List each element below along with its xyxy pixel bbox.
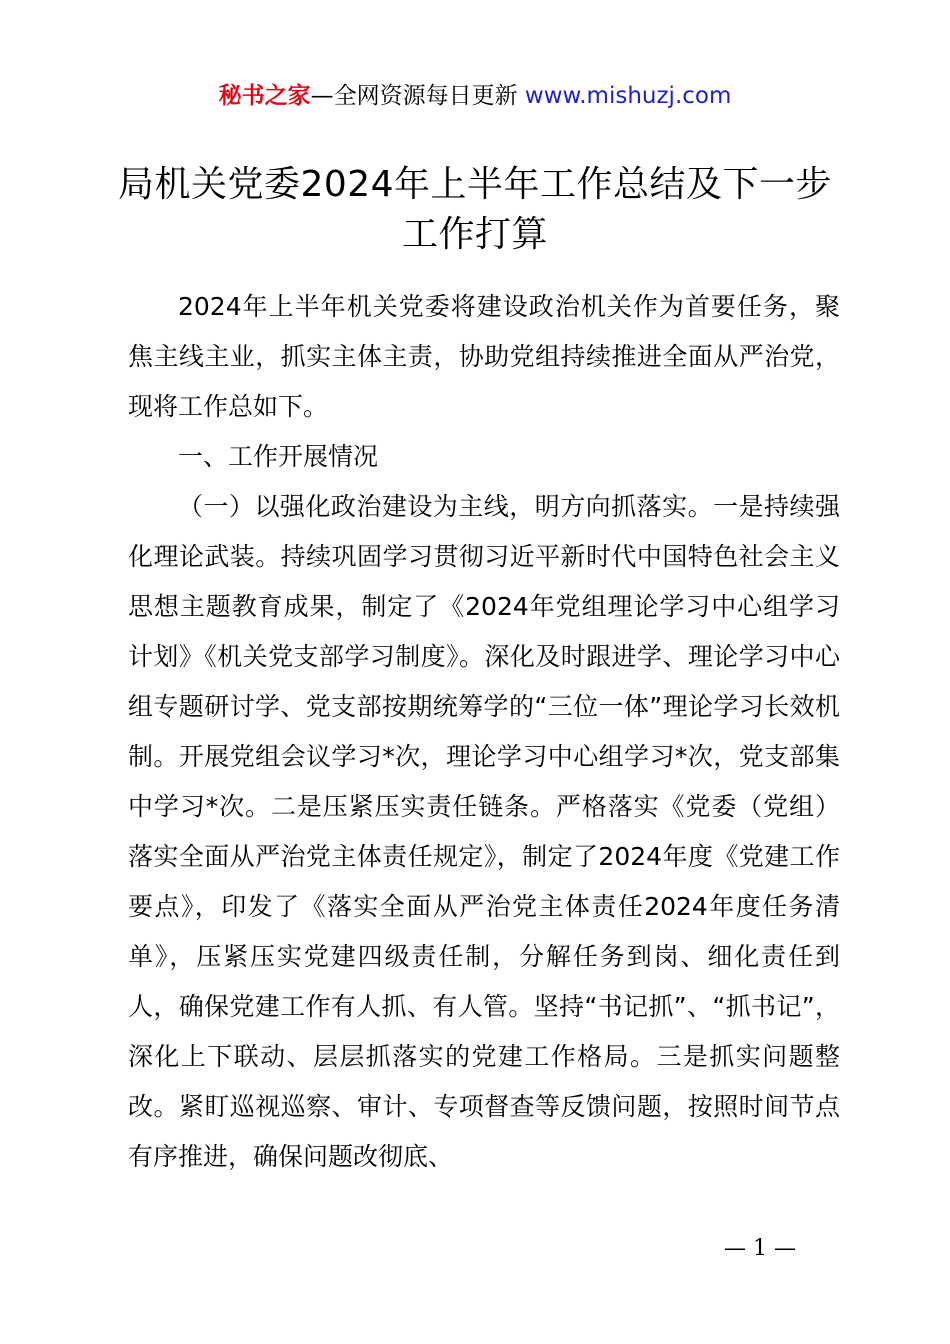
site-header bbox=[0, 80, 950, 112]
document-body bbox=[128, 282, 840, 1182]
paragraph-intro: 2024年上半年机关党委将建设政治机关作为首要任务，聚焦主线主业，抓实主体主责，协助党组持续推进全面从严治党，现将工作总如下。 bbox=[128, 292, 840, 421]
document-title: 局机关党委2024年上半年工作总结及下一步工作打算 bbox=[117, 164, 833, 255]
paragraph-section-1: （一）以强化政治建设为主线，明方向抓落实。一是持续强化理论武装。持续巩固学习贯彻习近平新时代中国特色社会主义思想主题教育成果，制定了《2024年党组理论学习中心组学习计划》《机关党支部学习制度》。深化及时跟进学、理论学习中心组专题研讨学、党支部按期统筹学的“三位一体”理论学习长效机制。开展党组会议学习*次，理论学习中心组学习*次，党支部集中学习*次。二是压紧压实责任链条。严格落实《党委（党组）落实全面从严治党主体责任规定》，制定了2024年度《党建工作要点》，印发了《落实全面从严治党主体责任2024年度任务清单》，压紧压实党建四级责任制，分解任务到岗、细化责任到人，确保党建工作有人抓、有人管。坚持“书记抓”、“抓书记”，深化上下联动、层层抓落实的党建工作格局。三是抓实问题整改。紧盯巡视巡察、审计、专项督查等反馈问题，按照时间节点有序推进，确保问题改彻底、 bbox=[128, 492, 840, 1171]
header-site-url[interactable]: www.mishuzj.com bbox=[524, 83, 732, 109]
section-heading: 一、工作开展情况 bbox=[178, 442, 379, 471]
header-brand: 秘书之家 bbox=[218, 83, 311, 109]
header-tagline: —全网资源每日更新 bbox=[310, 83, 518, 109]
page-number: — 1 — bbox=[724, 1236, 796, 1261]
